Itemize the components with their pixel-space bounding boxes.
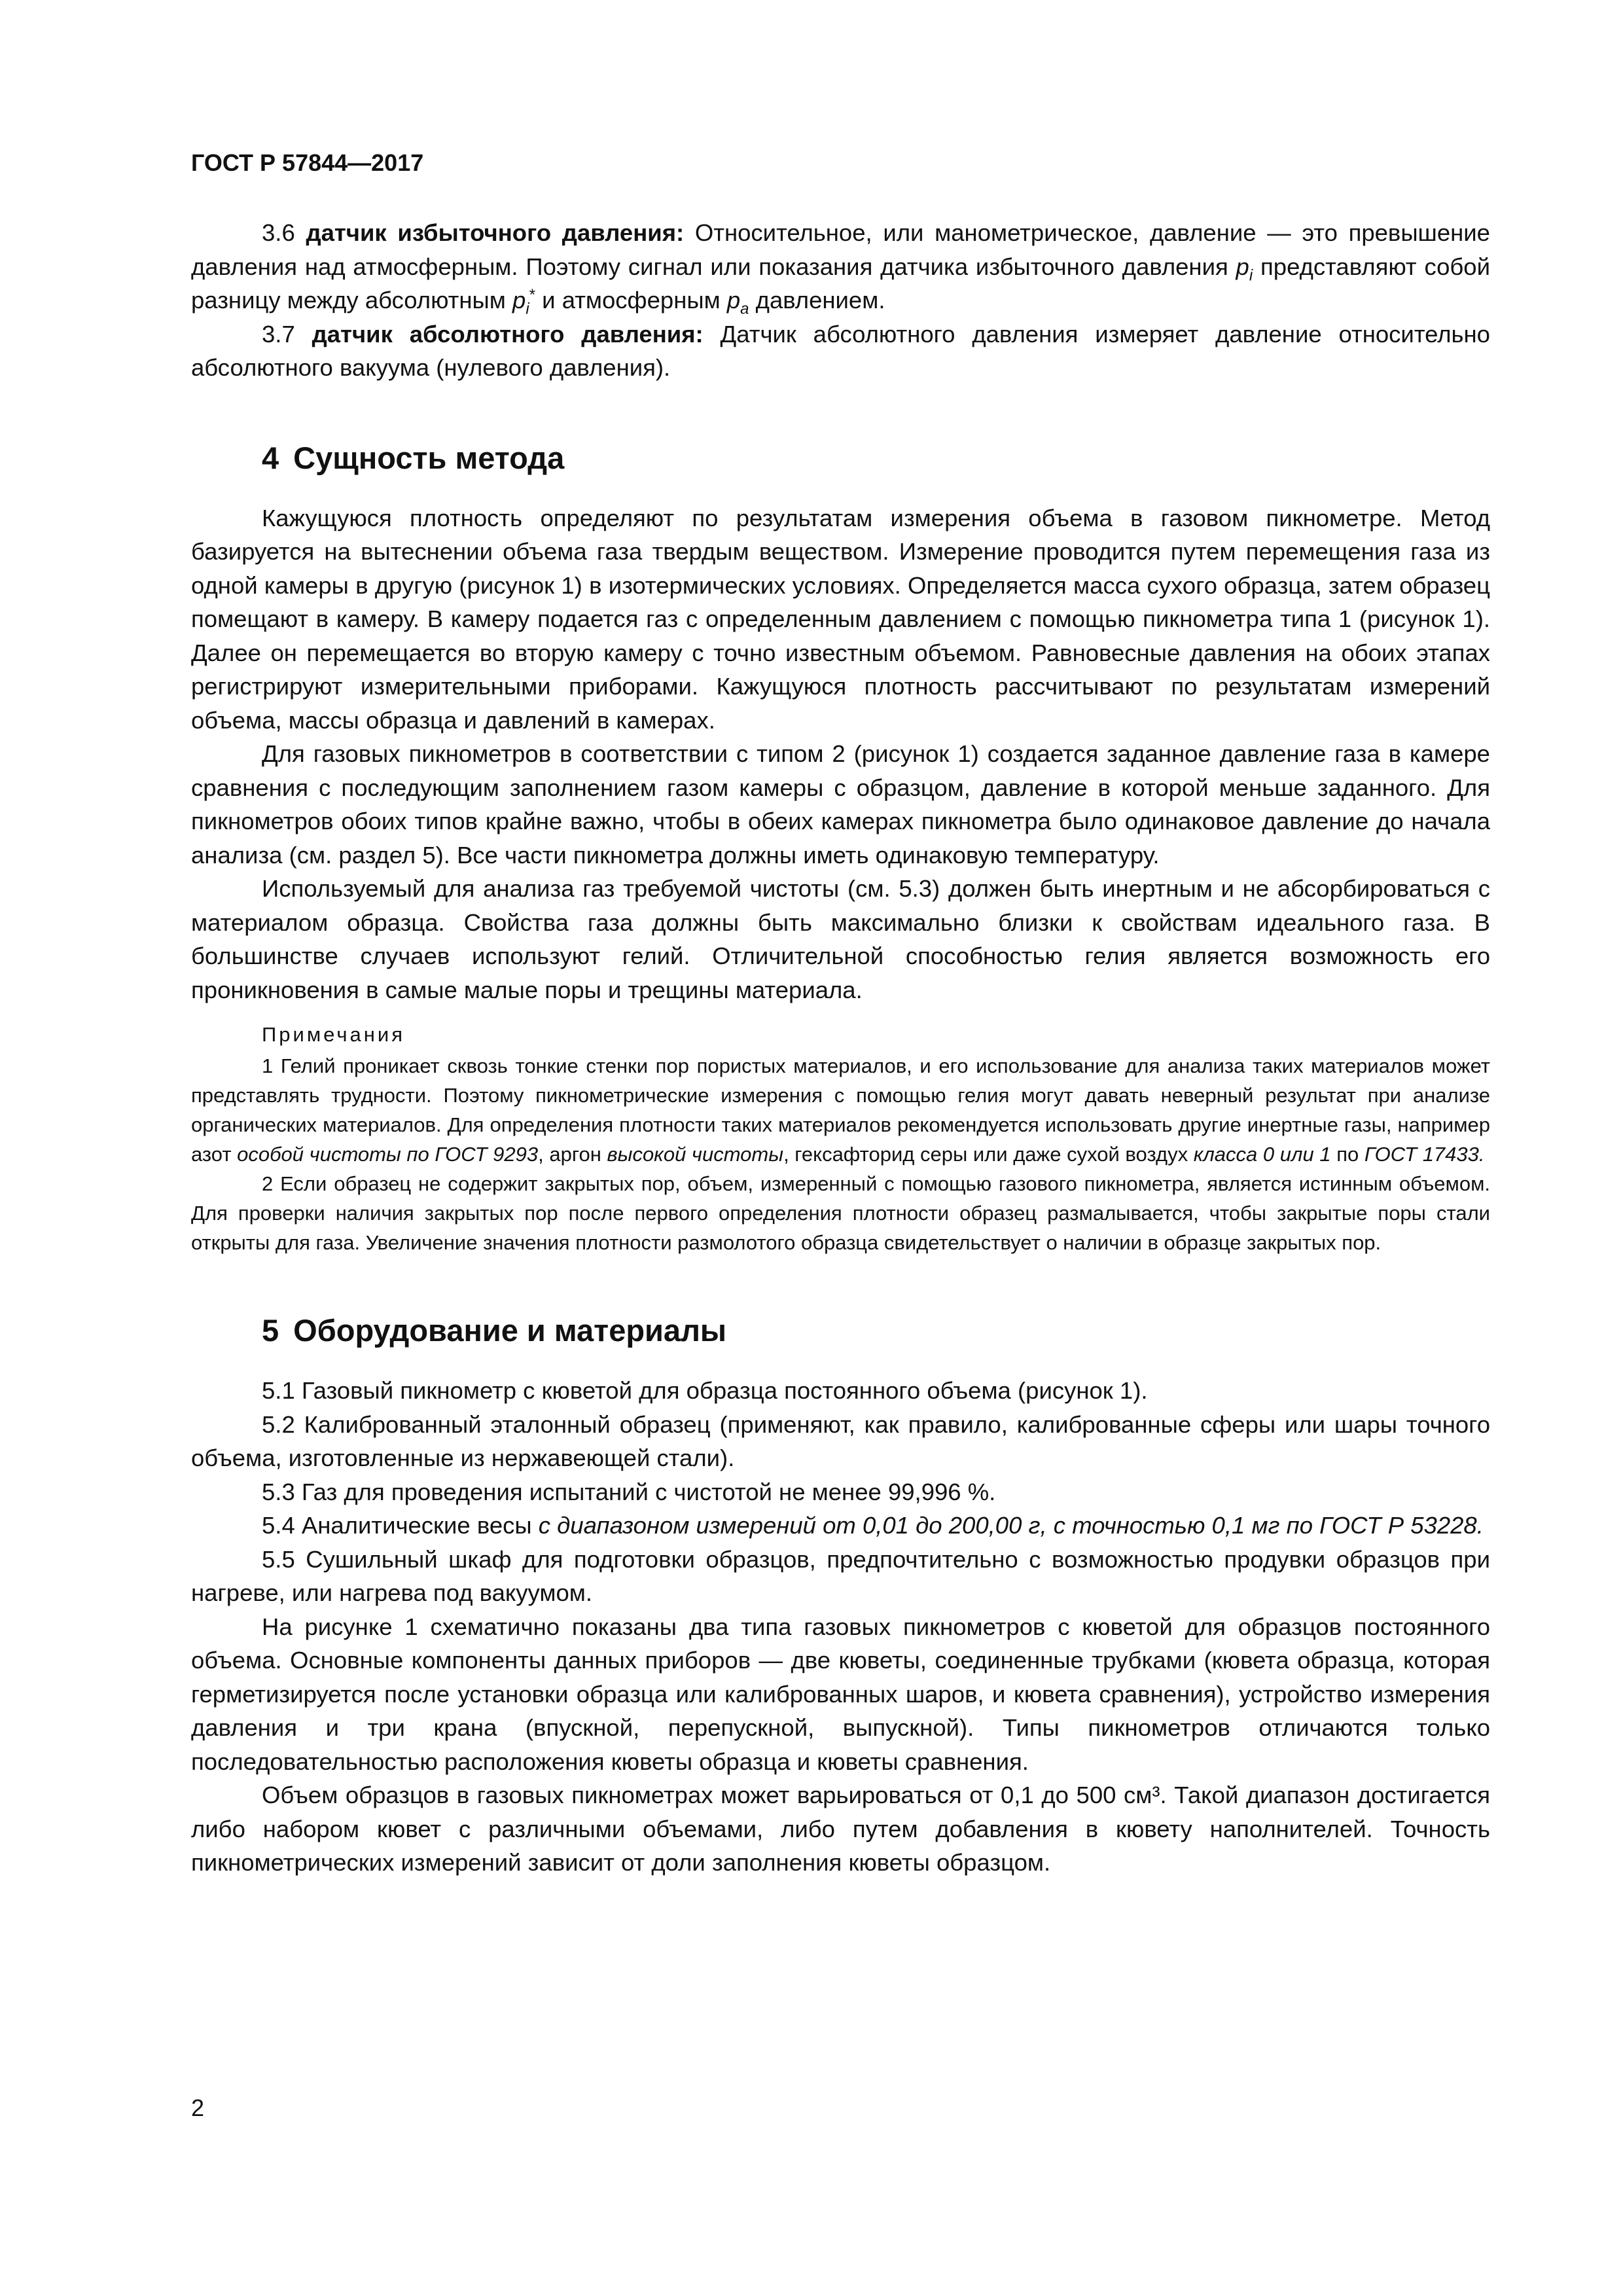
paragraph: Для газовых пикнометров в соответствии с типом 2 (рисунок 1) создается заданное давление газа в камере сравнения с последующим заполнением газом камеры с образцом, давление в которой меньше заданного. Для пикнометров обоих типов крайне важно, чтобы в обеих камерах пикнометра было одинаковое давление до начала анализа (см. раздел 5). Все части пикнометра должны иметь одинаковую температуру. (191, 740, 1490, 869)
paragraph: Кажущуюся плотность определяют по результатам измерения объема в газовом пикнометре. Метод базируется на вытеснении объема газа твердым веществом. Измерение проводится путем перемещения газа из одной камеры в другую (рисунок 1) в изотермических условиях. Определяется масса сухого образца, затем образец помещают в камеру. В камеру подается газ с определенным давлением с помощью пикнометра типа 1 (рисунок 1). Далее он перемещается во вторую камеру с точно известным объемом. Равновесные давления на обоих этапах регистрируют измерительными приборами. Кажущуюся плотность рассчитывают по результатам измерений объема, массы образца и давлений в камерах. (191, 504, 1490, 734)
term: датчик абсолютного давления: (312, 320, 704, 348)
section-5-heading: 5 Оборудование и материалы (262, 1313, 727, 1348)
note-1: 1 Гелий проникает сквозь тонкие стенки пор пористых материалов, и его использование для анализа таких материалов может представлять трудности. Поэтому пикнометрические измерения с помощью гелия могут давать неверный результат при анализе органических материалов. Для определения плотности таких материалов рекомендуется использовать другие инертные газы, например азот особой чистоты по ГОСТ 9293, аргон высокой чистоты, гексафторид серы или даже сухой воздух класса 0 или 1 по ГОСТ 17433. (191, 1054, 1490, 1166)
document-header: ГОСТ Р 57844—2017 (191, 149, 424, 176)
term: датчик избыточного давления: (306, 219, 685, 246)
definition-3-6: 3.6 датчик избыточного давления: Относительное, или манометрическое, давление — это превышение давления над атмосферным. Поэтому сигнал или показания датчика избыточного давления $p_i$ представляют собой разницу между абсолютным $p_i^*$ и атмосферным $p_a$ давлением. (191, 219, 1490, 318)
paragraph: Используемый для анализа газ требуемой чистоты (см. 5.3) должен быть инертным и не абсорбироваться с материалом образца. Свойства газа должны быть максимально близки к свойствам идеального газа. В большинстве случаев используют гелий. Отличительной способностью гелия является возможность его проникновения в самые малые поры и трещины материала. (191, 875, 1490, 1003)
definition-3-7: 3.7 датчик абсолютного давления: Датчик абсолютного давления измеряет давление относительно абсолютного вакуума (нулевого давления). (191, 320, 1490, 381)
list-item: 5.5 Сушильный шкаф для подготовки образцов, предпочтительно с возможностью продувки образцов при нагреве, или нагрева под вакуумом. (191, 1545, 1490, 1606)
list-item: 5.2 Калиброванный эталонный образец (применяют, как правило, калиброванные сферы или шары точного объема, изготовленные из нержавеющей стали). (191, 1410, 1490, 1471)
paragraph: Объем образцов в газовых пикнометрах может варьироваться от 0,1 до 500 см³. Такой диапазон достигается либо набором кювет с различными объемами, либо путем добавления в кювету наполнителей. Точность пикнометрических измерений зависит от доли заполнения кюветы образцом. (191, 1782, 1490, 1876)
list-item: 5.4 Аналитические весы с диапазоном измерений от 0,01 до 200,00 г, с точностью 0,1 мг по ГОСТ Р 53228. (262, 1512, 1484, 1539)
page-content (191, 216, 1490, 1880)
note-2: 2 Если образец не содержит закрытых пор, объем, измеренный с помощью газового пикнометра, является истинным объемом. Для проверки наличия закрытых пор после первого определения плотности образец размалывается, чтобы закрытые поры стали открыты для газа. Увеличение значения плотности размолотого образца свидетельствует о наличии в образце закрытых пор. (191, 1172, 1490, 1254)
paragraph: На рисунке 1 схематично показаны два типа газовых пикнометров с кюветой для образцов постоянного объема. Основные компоненты данных приборов — две кюветы, соединенные трубками (кювета образца, которая герметизируется после установки образца или калиброванных шаров, и кювета сравнения), устройство измерения давления и три крана (впускной, перепускной, выпускной). Типы пикнометров отличаются только последовательностью расположения кюветы образца и кюветы сравнения. (191, 1613, 1490, 1775)
section-4-heading: 4 Сущность метода (262, 440, 565, 475)
notes-title: Примечания (262, 1023, 405, 1046)
page-number: 2 (191, 2094, 205, 2121)
list-item: 5.3 Газ для проведения испытаний с чистотой не менее 99,996 %. (262, 1478, 996, 1505)
list-item: 5.1 Газовый пикнометр с кюветой для образца постоянного объема (рисунок 1). (262, 1377, 1148, 1404)
